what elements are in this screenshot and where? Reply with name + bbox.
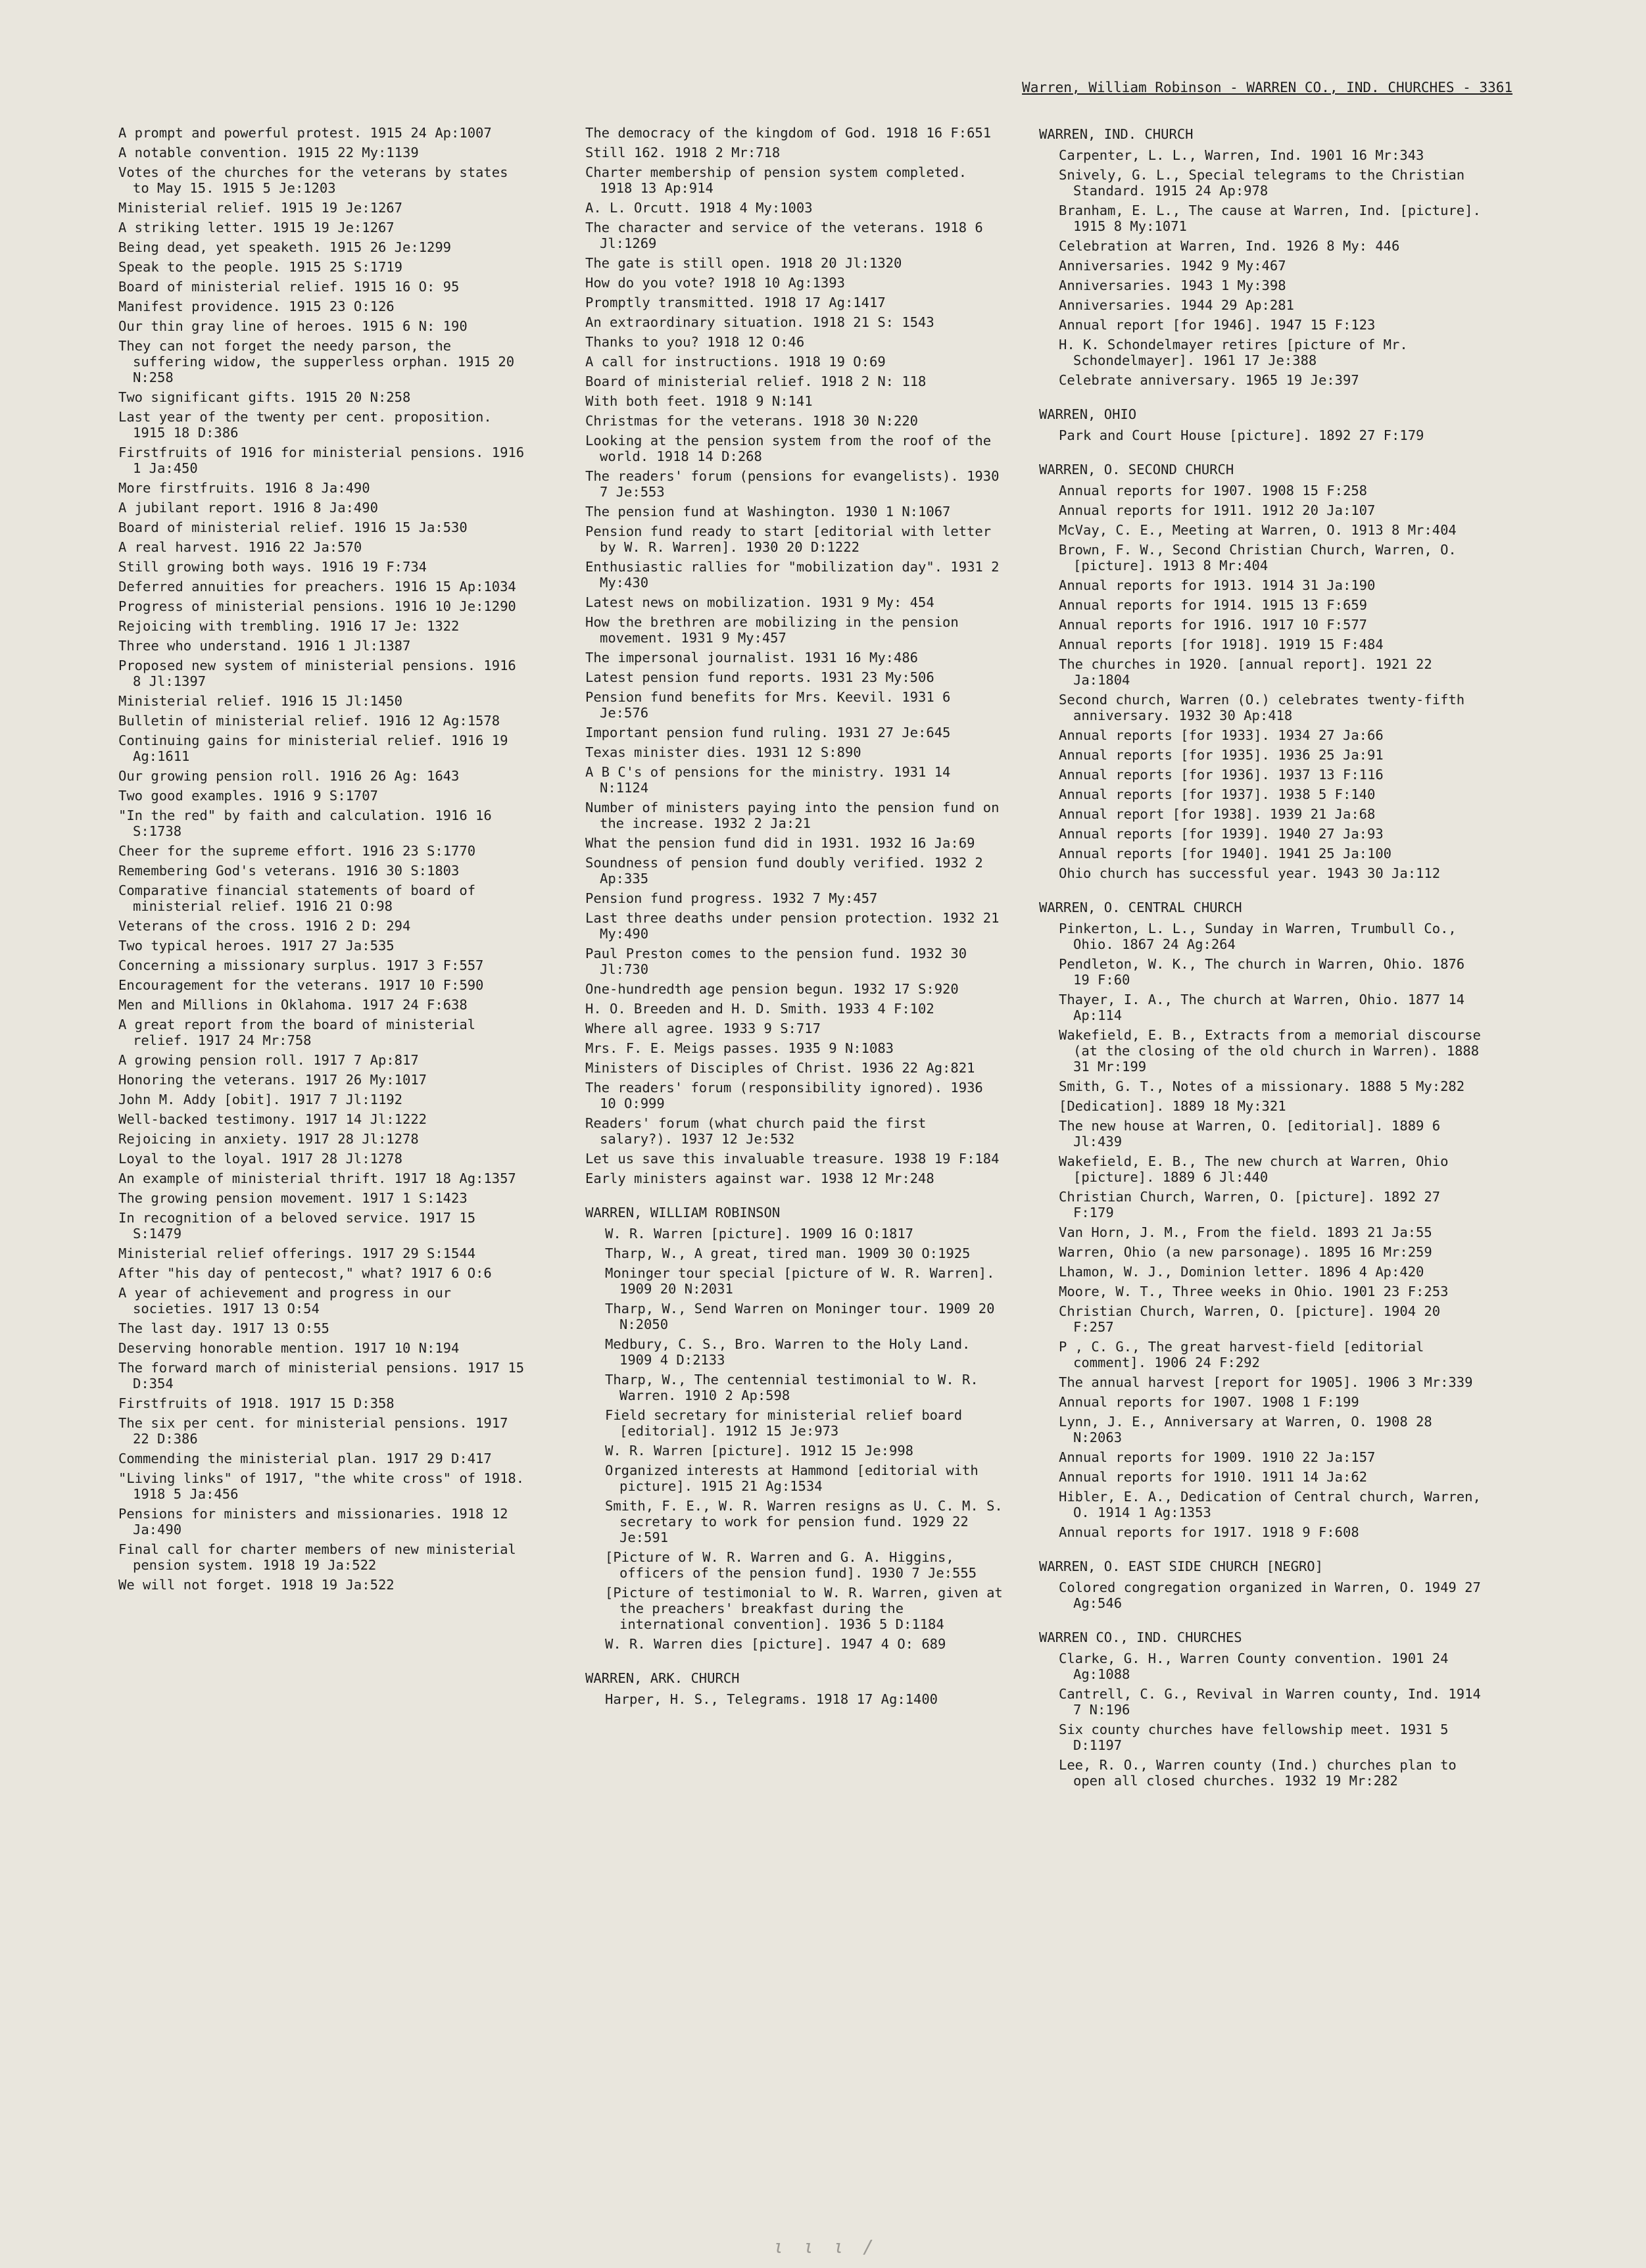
- index-entry: A striking letter. 1915 19 Je:1267: [118, 220, 395, 235]
- index-entry: Annual reports [for 1935]. 1936 25 Ja:91: [1059, 747, 1384, 763]
- index-entry: A jubilant report. 1916 8 Ja:490: [118, 500, 378, 516]
- index-entry: Annual reports for 1907. 1908 1 F:199: [1059, 1394, 1359, 1410]
- section-heading: WARREN, O. EAST SIDE CHURCH [NEGRO]: [1039, 1558, 1323, 1574]
- index-entry: Wakefield, E. B., The new church at Warren, Ohio [picture]. 1889 6 Jl:440: [1059, 1153, 1449, 1185]
- index-entry: Deserving honorable mention. 1917 10 N:194: [118, 1340, 460, 1356]
- index-entry: Thayer, I. A., The church at Warren, Ohio. 1877 14 Ap:114: [1059, 992, 1465, 1023]
- index-entry: Van Horn, J. M., From the field. 1893 21 Ja:55: [1059, 1224, 1432, 1240]
- index-entry: Latest pension fund reports. 1931 23 My:506: [585, 669, 934, 685]
- index-entry: Our growing pension roll. 1916 26 Ag: 1643: [118, 768, 460, 784]
- index-entry: A prompt and powerful protest. 1915 24 Ap:1007: [118, 125, 492, 141]
- index-entry: Texas minister dies. 1931 12 S:890: [585, 744, 861, 760]
- index-entry: Christian Church, Warren, O. [picture]. 1904 20 F:257: [1059, 1303, 1441, 1335]
- index-entry: The annual harvest [report for 1905]. 1906 3 Mr:339: [1059, 1374, 1473, 1390]
- index-entry: Pension fund ready to start [editorial with letter by W. R. Warren]. 1930 20 D:1222: [585, 523, 992, 555]
- index-entry: How the brethren are mobilizing in the pension movement. 1931 9 My:457: [585, 614, 959, 646]
- index-entry: Pension fund progress. 1932 7 My:457: [585, 890, 878, 906]
- index-entry: Board of ministerial relief. 1916 15 Ja:530: [118, 519, 468, 535]
- index-entry: Ministerial relief. 1915 19 Je:1267: [118, 200, 402, 216]
- index-entry: Organized interests at Hammond [editorial with picture]. 1915 21 Ag:1534: [605, 1462, 979, 1494]
- index-entry: A call for instructions. 1918 19 O:69: [585, 354, 886, 370]
- index-entry: H. O. Breeden and H. D. Smith. 1933 4 F:102: [585, 1001, 934, 1017]
- index-entry: Christmas for the veterans. 1918 30 N:220: [585, 413, 919, 429]
- index-entry: Two good examples. 1916 9 S:1707: [118, 788, 378, 804]
- index-entry: Anniversaries. 1943 1 My:398: [1059, 277, 1286, 293]
- index-entry: How do you vote? 1918 10 Ag:1393: [585, 275, 845, 291]
- index-entry: Board of ministerial relief. 1915 16 O: 95: [118, 279, 460, 295]
- index-entry: Moninger tour special [picture of W. R. Warren]. 1909 20 N:2031: [605, 1265, 995, 1297]
- index-entry: Smith, F. E., W. R. Warren resigns as U. C. M. S. secretary to work for pension fund. 1929 22 Je:591: [605, 1498, 1003, 1545]
- index-entry: The churches in 1920. [annual report]. 1921 22 Ja:1804: [1059, 656, 1432, 688]
- index-entry: Readers' forum (what church paid the first salary?). 1937 12 Je:532: [585, 1115, 927, 1147]
- index-entry: Six county churches have fellowship meet. 1931 5 D:1197: [1059, 1722, 1449, 1753]
- index-entry: W. R. Warren [picture]. 1912 15 Je:998: [605, 1443, 913, 1459]
- index-entry: Latest news on mobilization. 1931 9 My: 454: [585, 594, 934, 610]
- index-entry: Second church, Warren (O.) celebrates twenty-fifth anniversary. 1932 30 Ap:418: [1059, 692, 1465, 723]
- index-entry: Remembering God's veterans. 1916 30 S:1803: [118, 863, 460, 879]
- index-entry: Well-backed testimony. 1917 14 Jl:1222: [118, 1111, 427, 1127]
- index-entry: Annual report [for 1946]. 1947 15 F:123: [1059, 317, 1376, 333]
- index-entry: An example of ministerial thrift. 1917 18 Ag:1357: [118, 1170, 516, 1186]
- index-entry: Paul Preston comes to the pension fund. 1932 30 Jl:730: [585, 946, 967, 977]
- index-entry: The pension fund at Washington. 1930 1 N:1067: [585, 504, 951, 519]
- running-header: Warren, William Robinson - WARREN CO., IND. CHURCHES - 3361: [1022, 80, 1513, 95]
- index-entry: Charter membership of pension system completed. 1918 13 Ap:914: [585, 164, 967, 196]
- section-heading: WARREN, IND. CHURCH: [1039, 126, 1194, 142]
- index-entry: Annual reports for 1910. 1911 14 Ja:62: [1059, 1469, 1367, 1485]
- index-entry: Annual reports for 1914. 1915 13 F:659: [1059, 597, 1367, 613]
- index-entry: [Dedication]. 1889 18 My:321: [1059, 1098, 1286, 1114]
- index-entry: Last year of the twenty per cent. proposition. 1915 18 D:386: [118, 409, 492, 441]
- index-entry: Honoring the veterans. 1917 26 My:1017: [118, 1072, 427, 1088]
- index-entry: Annual reports for 1916. 1917 10 F:577: [1059, 617, 1367, 633]
- index-entry: A growing pension roll. 1917 7 Ap:817: [118, 1052, 419, 1068]
- index-entry: With both feet. 1918 9 N:141: [585, 393, 813, 409]
- index-entry: The growing pension movement. 1917 1 S:1423: [118, 1190, 468, 1206]
- index-entry: More firstfruits. 1916 8 Ja:490: [118, 480, 370, 496]
- index-entry: Anniversaries. 1942 9 My:467: [1059, 258, 1286, 274]
- index-entry: Last three deaths under pension protection. 1932 21 My:490: [585, 910, 1000, 942]
- index-entry: Annual report [for 1938]. 1939 21 Ja:68: [1059, 806, 1376, 822]
- index-entry: Being dead, yet speaketh. 1915 26 Je:1299: [118, 239, 452, 255]
- index-entry: We will not forget. 1918 19 Ja:522: [118, 1577, 395, 1593]
- section-heading: WARREN, OHIO: [1039, 406, 1137, 422]
- index-entry: Tharp, W., Send Warren on Moninger tour. 1909 20 N:2050: [605, 1301, 995, 1332]
- section-heading: WARREN CO., IND. CHURCHES: [1039, 1629, 1242, 1645]
- index-entry: Tharp, W., The centennial testimonial to W. R. Warren. 1910 2 Ap:598: [605, 1372, 979, 1403]
- index-entry: A. L. Orcutt. 1918 4 My:1003: [585, 200, 813, 216]
- index-entry: Tharp, W., A great, tired man. 1909 30 O:1925: [605, 1245, 971, 1261]
- index-entry: Ministerial relief offerings. 1917 29 S:1544: [118, 1245, 476, 1261]
- index-entry: John M. Addy [obit]. 1917 7 Jl:1192: [118, 1092, 402, 1107]
- section-heading: WARREN, O. SECOND CHURCH: [1039, 462, 1234, 477]
- index-entry: Concerning a missionary surplus. 1917 3 F:557: [118, 957, 484, 973]
- index-entry: Continuing gains for ministerial relief. 1916 19 Ag:1611: [118, 733, 508, 764]
- index-entry: Annual reports [for 1937]. 1938 5 F:140: [1059, 786, 1376, 802]
- index-entry: What the pension fund did in 1931. 1932 16 Ja:69: [585, 835, 975, 851]
- index-entry: Carpenter, L. L., Warren, Ind. 1901 16 Mr:343: [1059, 147, 1424, 163]
- index-entry: Cantrell, C. G., Revival in Warren county, Ind. 1914 7 N:196: [1059, 1686, 1481, 1718]
- index-entry: [Picture of W. R. Warren and G. A. Higgins, officers of the pension fund]. 1930 7 Je:555: [605, 1549, 977, 1581]
- index-entry: Annual reports [for 1918]. 1919 15 F:484: [1059, 637, 1384, 652]
- index-entry: H. K. Schondelmayer retires [picture of Mr. Schondelmayer]. 1961 17 Je:388: [1059, 337, 1408, 368]
- index-entry: Annual reports for 1917. 1918 9 F:608: [1059, 1524, 1359, 1540]
- index-entry: A year of achievement and progress in our societies. 1917 13 O:54: [118, 1285, 452, 1316]
- section-heading: WARREN, O. CENTRAL CHURCH: [1039, 900, 1242, 915]
- index-entry: Looking at the pension system from the roof of the world. 1918 14 D:268: [585, 433, 992, 464]
- index-entry: Pension fund benefits for Mrs. Keevil. 1931 6 Je:576: [585, 689, 951, 721]
- index-entry: They can not forget the needy parson, the suffering widow, the supperless orphan. 1915 20 N:258: [118, 338, 515, 385]
- pencil-mark: ι ι ι /: [773, 2236, 879, 2257]
- index-entry: Votes of the churches for the veterans by states to May 15. 1915 5 Je:1203: [118, 164, 508, 196]
- index-entry: Pinkerton, L. L., Sunday in Warren, Trumbull Co., Ohio. 1867 24 Ag:264: [1059, 921, 1457, 952]
- index-entry: McVay, C. E., Meeting at Warren, O. 1913 8 Mr:404: [1059, 522, 1457, 538]
- index-entry: Annual reports [for 1939]. 1940 27 Ja:93: [1059, 826, 1384, 842]
- index-entry: Medbury, C. S., Bro. Warren to the Holy Land. 1909 4 D:2133: [605, 1336, 971, 1368]
- index-entry: Colored congregation organized in Warren, O. 1949 27 Ag:546: [1059, 1580, 1481, 1611]
- index-entry: Annual reports for 1909. 1910 22 Ja:157: [1059, 1449, 1376, 1465]
- column-3: [1039, 125, 1486, 1793]
- index-entry: Pensions for ministers and missionaries. 1918 12 Ja:490: [118, 1506, 508, 1537]
- index-entry: Number of ministers paying into the pension fund on the increase. 1932 2 Ja:21: [585, 800, 1000, 831]
- index-entry: Rejoicing in anxiety. 1917 28 Jl:1278: [118, 1131, 419, 1147]
- index-entry: The character and service of the veterans. 1918 6 Jl:1269: [585, 220, 983, 251]
- index-entry: Park and Court House [picture]. 1892 27 F:179: [1059, 427, 1424, 443]
- index-entry: Snively, G. L., Special telegrams to the Christian Standard. 1915 24 Ap:978: [1059, 167, 1465, 199]
- index-entry: After "his day of pentecost," what? 1917 6 O:6: [118, 1265, 492, 1281]
- index-entry: Clarke, G. H., Warren County convention. 1901 24 Ag:1088: [1059, 1651, 1449, 1682]
- index-entry: Comparative financial statements of board of ministerial relief. 1916 21 O:98: [118, 882, 476, 914]
- index-entry: Still 162. 1918 2 Mr:718: [585, 145, 781, 160]
- index-entry: Ministers of Disciples of Christ. 1936 22 Ag:821: [585, 1060, 975, 1076]
- index-entry: A B C's of pensions for the ministry. 1931 14 N:1124: [585, 764, 951, 796]
- index-entry: Proposed new system of ministerial pensions. 1916 8 Jl:1397: [118, 658, 516, 689]
- index-entry: The gate is still open. 1918 20 Jl:1320: [585, 255, 902, 271]
- index-entry: Progress of ministerial pensions. 1916 10 Je:1290: [118, 598, 516, 614]
- index-entry: A great report from the board of ministerial relief. 1917 24 Mr:758: [118, 1017, 476, 1048]
- index-entry: Two typical heroes. 1917 27 Ja:535: [118, 938, 395, 953]
- index-entry: Branham, E. L., The cause at Warren, Ind. [picture]. 1915 8 My:1071: [1059, 203, 1481, 234]
- index-entry: Annual reports [for 1936]. 1937 13 F:116: [1059, 767, 1384, 783]
- index-entry: A real harvest. 1916 22 Ja:570: [118, 539, 362, 555]
- index-entry: Christian Church, Warren, O. [picture]. 1892 27 F:179: [1059, 1189, 1441, 1220]
- index-entry: A notable convention. 1915 22 My:1139: [118, 145, 419, 160]
- index-entry: Celebrate anniversary. 1965 19 Je:397: [1059, 372, 1359, 388]
- index-entry: Cheer for the supreme effort. 1916 23 S:1770: [118, 843, 476, 859]
- index-entry: Final call for charter members of new ministerial pension system. 1918 19 Ja:522: [118, 1541, 516, 1573]
- index-entry: Let us save this invaluable treasure. 1938 19 F:184: [585, 1151, 1000, 1167]
- index-entry: Bulletin of ministerial relief. 1916 12 Ag:1578: [118, 713, 500, 729]
- index-entry: The readers' forum (responsibility ignored). 1936 10 O:999: [585, 1080, 983, 1111]
- index-entry: The last day. 1917 13 O:55: [118, 1320, 329, 1336]
- index-entry: Ministerial relief. 1916 15 Jl:1450: [118, 693, 402, 709]
- index-entry: Soundness of pension fund doubly verified. 1932 2 Ap:335: [585, 855, 983, 886]
- index-entry: The impersonal journalist. 1931 16 My:486: [585, 650, 919, 665]
- index-entry: Annual reports for 1911. 1912 20 Ja:107: [1059, 502, 1376, 518]
- index-entry: Smith, G. T., Notes of a missionary. 1888 5 My:282: [1059, 1078, 1465, 1094]
- index-entry: Manifest providence. 1915 23 O:126: [118, 299, 395, 314]
- index-entry: Annual reports for 1907. 1908 15 F:258: [1059, 483, 1367, 498]
- index-entry: "Living links" of 1917, "the white cross" of 1918. 1918 5 Ja:456: [118, 1470, 525, 1502]
- index-entry: W. R. Warren dies [picture]. 1947 4 O: 689: [605, 1636, 946, 1652]
- index-entry: The six per cent. for ministerial pensions. 1917 22 D:386: [118, 1415, 508, 1447]
- index-entry: Still growing both ways. 1916 19 F:734: [118, 559, 427, 575]
- index-entry: Annual reports [for 1933]. 1934 27 Ja:66: [1059, 727, 1384, 743]
- index-entry: Men and Millions in Oklahoma. 1917 24 F:638: [118, 997, 468, 1013]
- index-entry: The democracy of the kingdom of God. 1918 16 F:651: [585, 125, 992, 141]
- index-entry: Wakefield, E. B., Extracts from a memorial discourse (at the closing of the old church in Warren). 1888 31 Mr:199: [1059, 1027, 1481, 1074]
- index-entry: In recognition of a beloved service. 1917 15 S:1479: [118, 1210, 476, 1242]
- index-entry: Commending the ministerial plan. 1917 29 D:417: [118, 1451, 492, 1466]
- index-entry: Deferred annuities for preachers. 1916 15 Ap:1034: [118, 579, 516, 594]
- index-entry: Field secretary for ministerial relief board [editorial]. 1912 15 Je:973: [605, 1407, 963, 1439]
- index-entry: Promptly transmitted. 1918 17 Ag:1417: [585, 295, 886, 310]
- index-entry: Encouragement for the veterans. 1917 10 F:590: [118, 977, 484, 993]
- index-entry: Speak to the people. 1915 25 S:1719: [118, 259, 402, 275]
- section-heading: WARREN, ARK. CHURCH: [585, 1670, 740, 1686]
- index-entry: Ohio church has successful year. 1943 30 Ja:112: [1059, 865, 1441, 881]
- index-entry: Rejoicing with trembling. 1916 17 Je: 1322: [118, 618, 460, 634]
- index-entry: Lhamon, W. J., Dominion letter. 1896 4 Ap:420: [1059, 1264, 1424, 1280]
- index-entry: Loyal to the loyal. 1917 28 Jl:1278: [118, 1151, 402, 1167]
- section-heading: WARREN, WILLIAM ROBINSON: [585, 1205, 781, 1220]
- index-entry: Firstfruits of 1916 for ministerial pensions. 1916 1 Ja:450: [118, 445, 525, 476]
- index-entry: The new house at Warren, O. [editorial]. 1889 6 Jl:439: [1059, 1118, 1441, 1149]
- index-entry: Important pension fund ruling. 1931 27 Je:645: [585, 725, 951, 740]
- index-entry: An extraordinary situation. 1918 21 S: 1543: [585, 314, 934, 330]
- index-entry: Hibler, E. A., Dedication of Central church, Warren, O. 1914 1 Ag:1353: [1059, 1489, 1481, 1520]
- index-entry: Board of ministerial relief. 1918 2 N: 118: [585, 374, 927, 389]
- index-entry: Lee, R. O., Warren county (Ind.) churches plan to open all closed churches. 1932 19 Mr:282: [1059, 1757, 1457, 1789]
- index-entry: Brown, F. W., Second Christian Church, Warren, O. [picture]. 1913 8 Mr:404: [1059, 542, 1457, 573]
- index-entry: The readers' forum (pensions for evangelists). 1930 7 Je:553: [585, 468, 1000, 500]
- index-entry: P , C. G., The great harvest-field [editorial comment]. 1906 24 F:292: [1059, 1339, 1424, 1370]
- index-entry: Our thin gray line of heroes. 1915 6 N: 190: [118, 318, 468, 334]
- index-entry: Annual reports [for 1940]. 1941 25 Ja:100: [1059, 846, 1392, 861]
- index-entry: "In the red" by faith and calculation. 1916 16 S:1738: [118, 808, 492, 839]
- index-entry: Mrs. F. E. Meigs passes. 1935 9 N:1083: [585, 1040, 894, 1056]
- index-entry: Pendleton, W. K., The church in Warren, Ohio. 1876 19 F:60: [1059, 956, 1465, 988]
- index-entry: Enthusiastic rallies for "mobilization day". 1931 2 My:430: [585, 559, 1000, 591]
- index-entry: Where all agree. 1933 9 S:717: [585, 1021, 821, 1036]
- index-entry: Anniversaries. 1944 29 Ap:281: [1059, 297, 1294, 313]
- index-entry: Celebration at Warren, Ind. 1926 8 My: 446: [1059, 238, 1400, 254]
- index-entry: Firstfruits of 1918. 1917 15 D:358: [118, 1395, 395, 1411]
- index-entry: Warren, Ohio (a new parsonage). 1895 16 Mr:259: [1059, 1244, 1432, 1260]
- index-entry: W. R. Warren [picture]. 1909 16 O:1817: [605, 1226, 913, 1242]
- index-entry: Three who understand. 1916 1 Jl:1387: [118, 638, 411, 654]
- index-entry: Moore, W. T., Three weeks in Ohio. 1901 23 F:253: [1059, 1284, 1449, 1299]
- column-1: [118, 125, 526, 1597]
- index-entry: Lynn, J. E., Anniversary at Warren, O. 1908 28 N:2063: [1059, 1414, 1432, 1445]
- index-entry: [Picture of testimonial to W. R. Warren, given at the preachers' breakfast during the international convention]. 1936 5 D:1184: [605, 1585, 1003, 1632]
- index-entry: Early ministers against war. 1938 12 Mr:248: [585, 1170, 934, 1186]
- index-entry: Harper, H. S., Telegrams. 1918 17 Ag:1400: [605, 1691, 938, 1707]
- index-entry: The forward march of ministerial pensions. 1917 15 D:354: [118, 1360, 525, 1391]
- index-entry: Thanks to you? 1918 12 O:46: [585, 334, 805, 350]
- index-entry: Veterans of the cross. 1916 2 D: 294: [118, 918, 411, 934]
- index-entry: Two significant gifts. 1915 20 N:258: [118, 389, 411, 405]
- column-2: [585, 125, 1006, 1711]
- index-entry: One-hundredth age pension begun. 1932 17 S:920: [585, 981, 959, 997]
- index-entry: Annual reports for 1913. 1914 31 Ja:190: [1059, 577, 1376, 593]
